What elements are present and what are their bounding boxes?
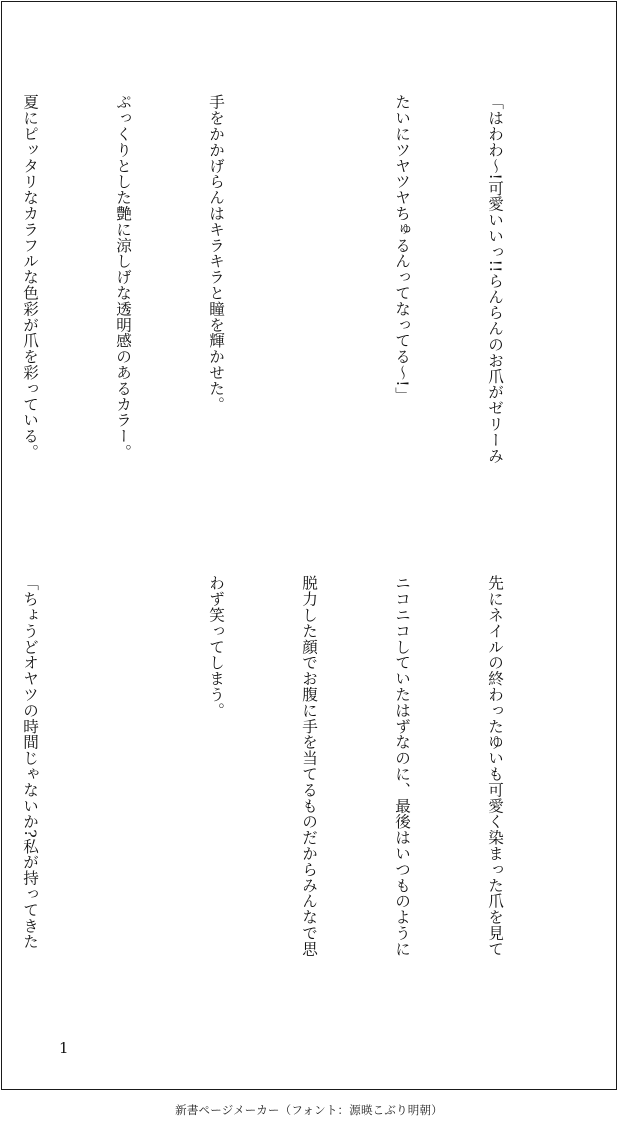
text-column-top <box>0 94 572 534</box>
text-line: ぷっくりとした艶に涼しげな透明感のあるカラー。 <box>114 94 132 460</box>
text-line: 脱力した顔でお腹に手を当てるものだからみんなで思 <box>300 575 318 957</box>
text-line: 夏にピッタリなカラフルな色彩が爪を彩っている。 <box>21 94 39 460</box>
text-line: 手をかかげらんはキラキラと瞳を輝かせた。 <box>207 94 225 412</box>
text-line: 「はわわ〜!可愛いいっ!!らんらんのお爪がゼリーみ <box>486 94 504 464</box>
text-line: わず笑ってしまう。 <box>207 575 225 719</box>
text-line: たいにツヤツヤちゅるんってなってる〜!」 <box>393 94 411 403</box>
text-line: 「ちょうどオヤツの時間じゃないか?私が持ってきた <box>21 575 39 950</box>
manuscript-page <box>1 1 617 1090</box>
footer-credit: 新書ページメーカー（フォント：源暎こぶり明朝） <box>175 1103 443 1117</box>
text-column-bottom <box>0 575 572 1015</box>
text-line: 先にネイルの終わったゆいも可愛く染まった爪を見て <box>486 575 504 957</box>
text-line <box>107 575 138 1015</box>
text-line <box>293 94 324 534</box>
text-line: ニコニコしていたはずなのに、最後はいつものように <box>393 575 411 957</box>
page-number: 1 <box>59 1039 69 1057</box>
